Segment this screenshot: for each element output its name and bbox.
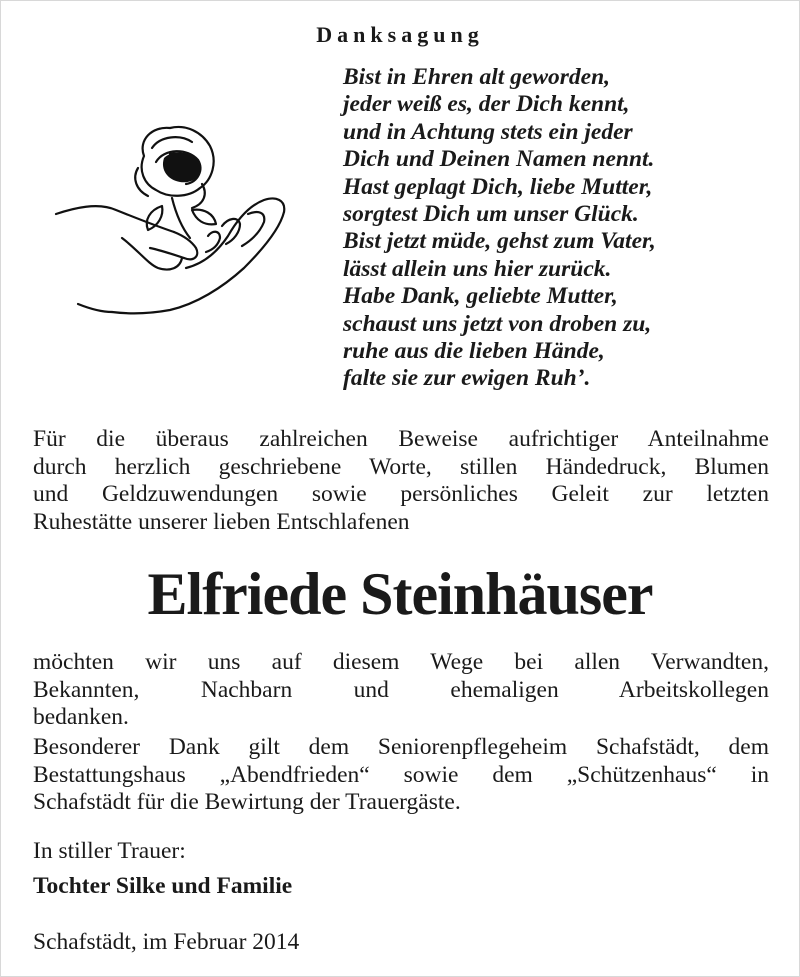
poem-line: sorgtest Dich um unser Glück. — [343, 201, 639, 228]
poem-line: Hast geplagt Dich, liebe Mutter, — [343, 173, 653, 200]
thanks-paragraph — [33, 649, 769, 732]
thanks-line: bedanken. — [33, 704, 129, 730]
poem-line: Habe Dank, geliebte Mutter, — [343, 283, 618, 310]
intro-line: Für die überaus zahlreichen Beweise aufrichtiger Anteilnahme — [33, 426, 769, 452]
intro-line: durch herzlich geschriebene Worte, stillen Händedruck, Blumen — [33, 453, 769, 480]
poem-line: jeder weiß es, der Dich kennt, — [343, 91, 630, 118]
poem-line: schaust uns jetzt von droben zu, — [343, 310, 652, 337]
poem-line: lässt allein uns hier zurück. — [343, 255, 612, 282]
deceased-name: Elfriede Steinhäuser — [147, 561, 653, 627]
poem-line: ruhe aus die lieben Hände, — [343, 338, 605, 365]
poem-line: Bist jetzt müde, gehst zum Vater, — [343, 228, 656, 255]
poem-line: Dich und Deinen Namen nennt. — [343, 146, 655, 173]
special-thanks-line: Besonderer Dank gilt dem Seniorenpflegeheim Schafstädt, dem — [33, 734, 769, 760]
thanks-line: möchten wir uns auf diesem Wege bei allen Verwandten, — [33, 649, 769, 675]
mourning-label: In stiller Trauer: — [33, 838, 186, 864]
special-thanks-paragraph — [33, 734, 769, 817]
special-thanks-line: Schafstädt für die Bewirtung der Trauergäste. — [33, 789, 461, 815]
rose-in-hand-icon — [52, 118, 302, 328]
family-signature: Tochter Silke und Familie — [33, 873, 293, 899]
intro-line: und Geldzuwendungen sowie persönliches Geleit zur letzten — [33, 481, 769, 507]
intro-line: Ruhestätte unserer lieben Entschlafenen — [33, 508, 410, 535]
notice-heading: Danksagung — [316, 22, 484, 47]
intro-paragraph — [33, 426, 769, 536]
poem-line: Bist in Ehren alt geworden, — [343, 64, 611, 90]
thanks-line: Bekannten, Nachbarn und ehemaligen Arbeitskollegen — [33, 676, 769, 703]
poem-line: falte sie zur ewigen Ruh’. — [343, 365, 591, 392]
poem-line: und in Achtung stets ein jeder — [343, 118, 633, 145]
place-date: Schafstädt, im Februar 2014 — [33, 929, 300, 955]
special-thanks-line: Bestattungshaus „Abendfrieden“ sowie dem „Schützenhaus“ in — [33, 761, 769, 788]
poem — [343, 64, 783, 393]
